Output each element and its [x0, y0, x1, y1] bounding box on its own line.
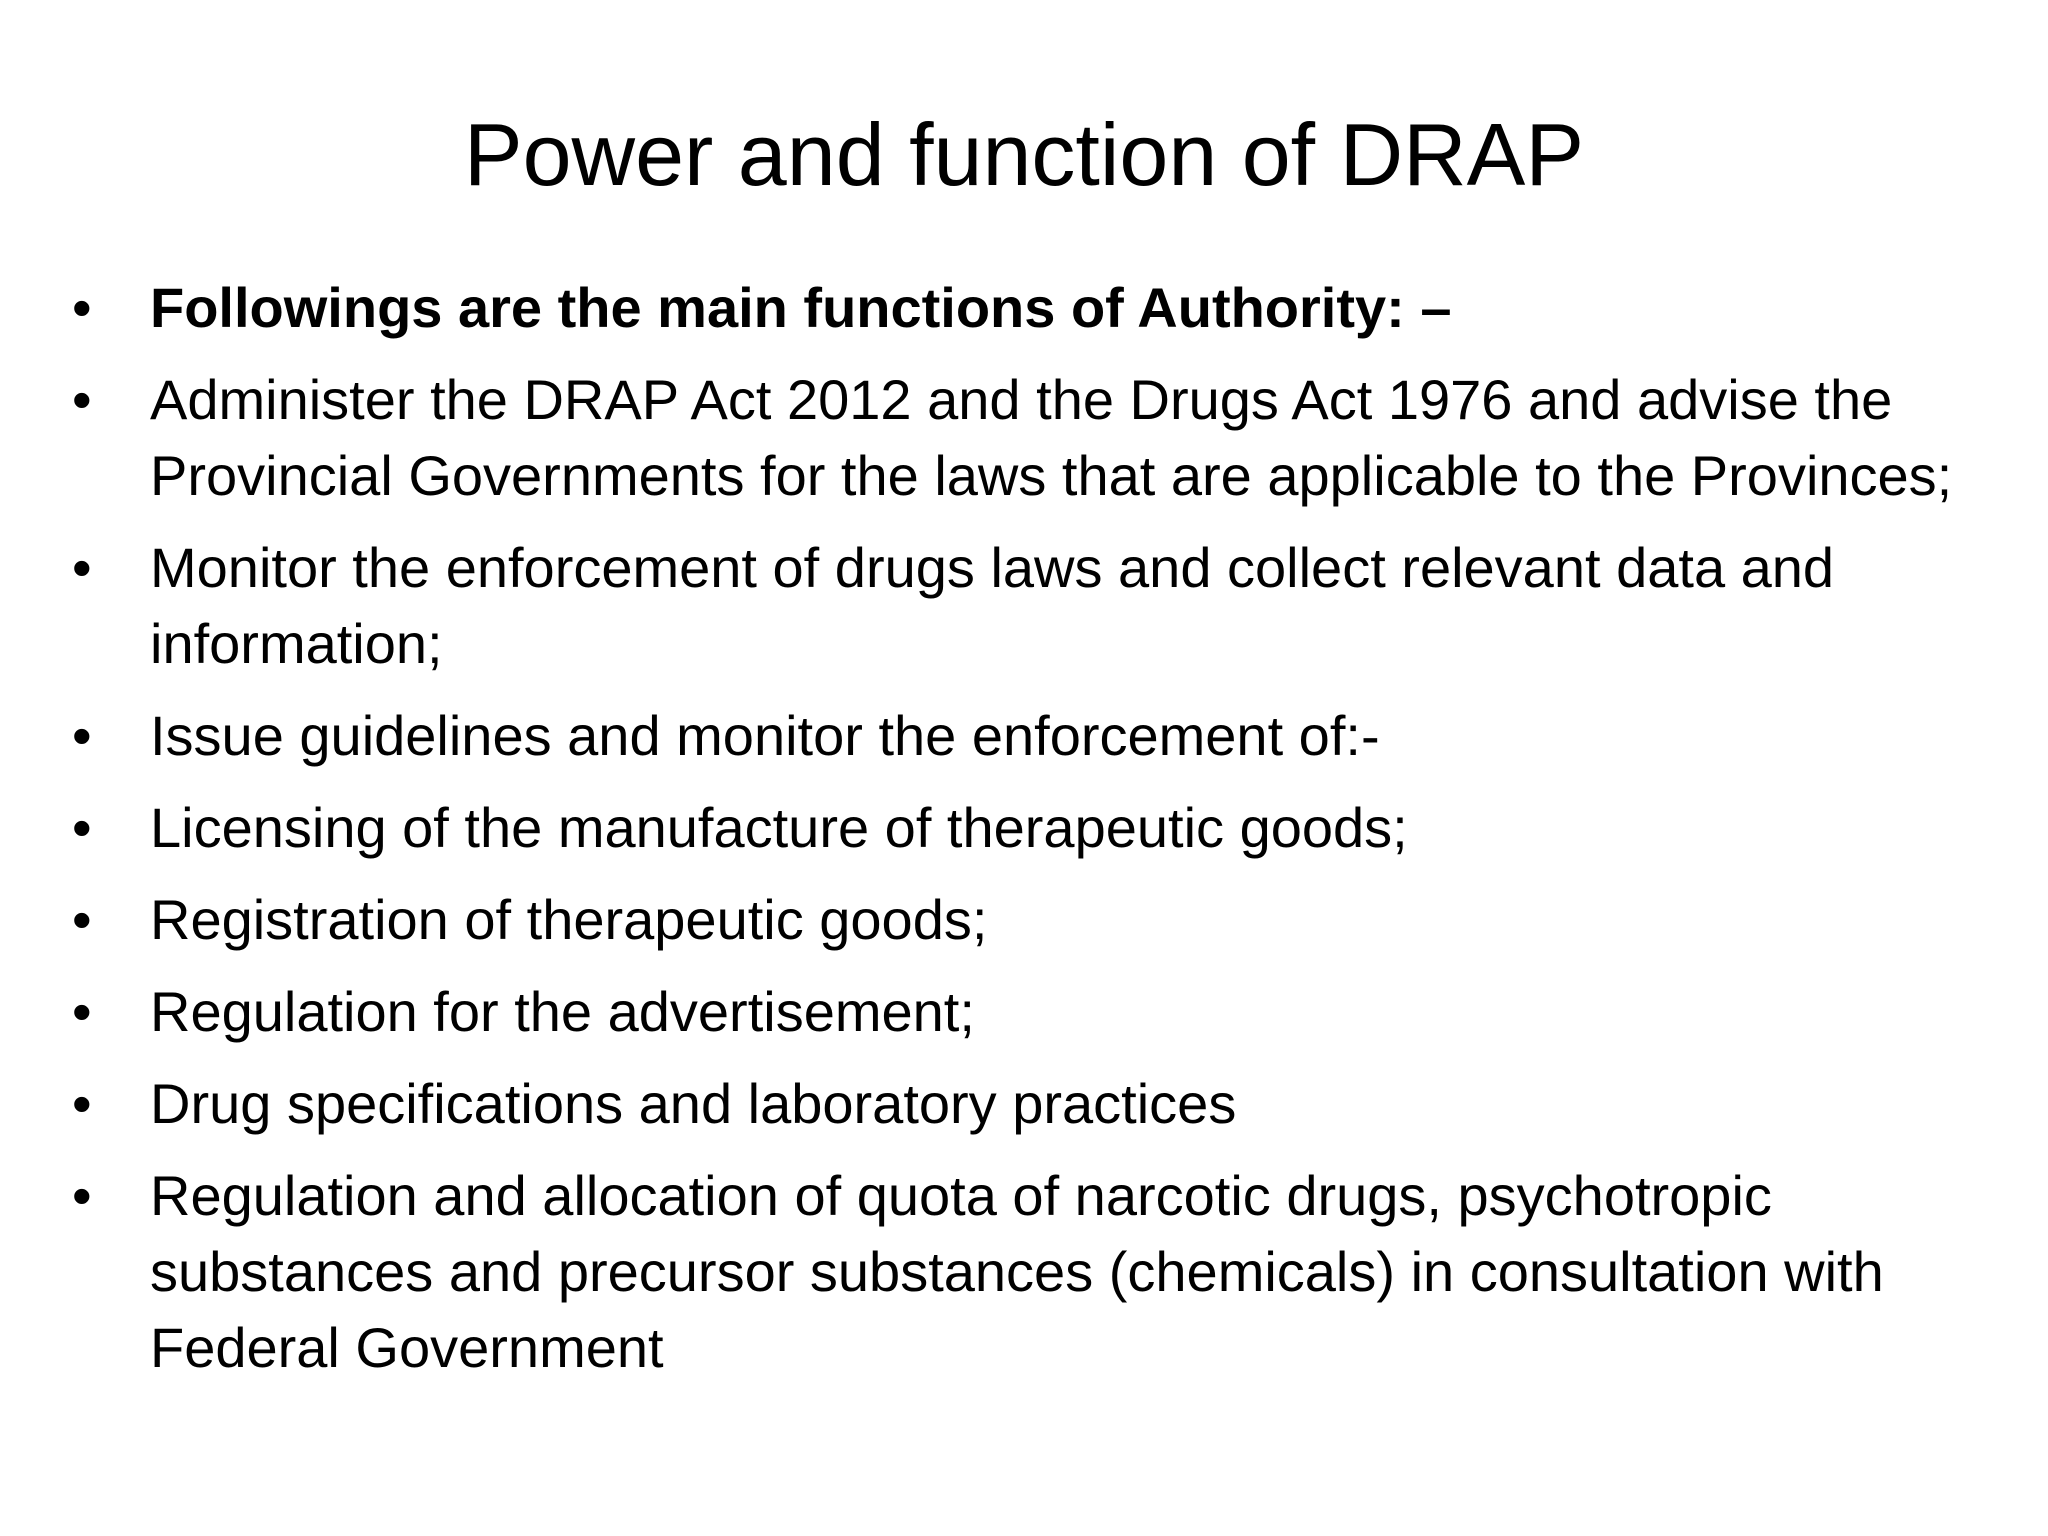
bullet-item: [72, 530, 1970, 682]
bullet-text: Issue guidelines and monitor the enforcement of:-: [150, 704, 1380, 767]
bullet-text: Licensing of the manufacture of therapeutic goods;: [150, 796, 1408, 859]
bullet-text: Registration of therapeutic goods;: [150, 888, 988, 951]
bullet-dot-icon: •: [72, 796, 92, 859]
bullet-item: [72, 362, 1970, 514]
bullet-item: [72, 698, 1970, 774]
slide-title: Power and function of DRAP: [463, 105, 1585, 204]
bullet-dot-icon: •: [72, 276, 92, 339]
bullet-dot-icon: •: [72, 536, 92, 599]
bullet-item-heading: [72, 270, 1970, 346]
bullet-dot-icon: •: [72, 1072, 92, 1135]
bullet-item: [72, 974, 1970, 1050]
bullet-text: Monitor the enforcement of drugs laws and collect relevant data and information;: [150, 536, 1835, 675]
bullet-item: [72, 1066, 1970, 1142]
bullet-text: Regulation and allocation of quota of narcotic drugs, psychotropic substances and precursor substances (chemicals) in consultation with Federal Government: [150, 1164, 1884, 1379]
bullet-text: Drug specifications and laboratory practices: [150, 1072, 1237, 1135]
bullet-dot-icon: •: [72, 704, 92, 767]
bullet-dot-icon: •: [72, 1164, 92, 1227]
bullet-dot-icon: •: [72, 368, 92, 431]
bullet-item: [72, 790, 1970, 866]
bullet-text: Followings are the main functions of Authority: –: [150, 276, 1452, 339]
bullet-list: [72, 270, 1970, 1402]
bullet-dot-icon: •: [72, 888, 92, 951]
bullet-text: Regulation for the advertisement;: [150, 980, 975, 1043]
bullet-item: [72, 882, 1970, 958]
bullet-text: Administer the DRAP Act 2012 and the Drugs Act 1976 and advise the Provincial Governments for the laws that are applicable to the Provinces;: [150, 368, 1953, 507]
bullet-dot-icon: •: [72, 980, 92, 1043]
bullet-item: [72, 1158, 1970, 1386]
